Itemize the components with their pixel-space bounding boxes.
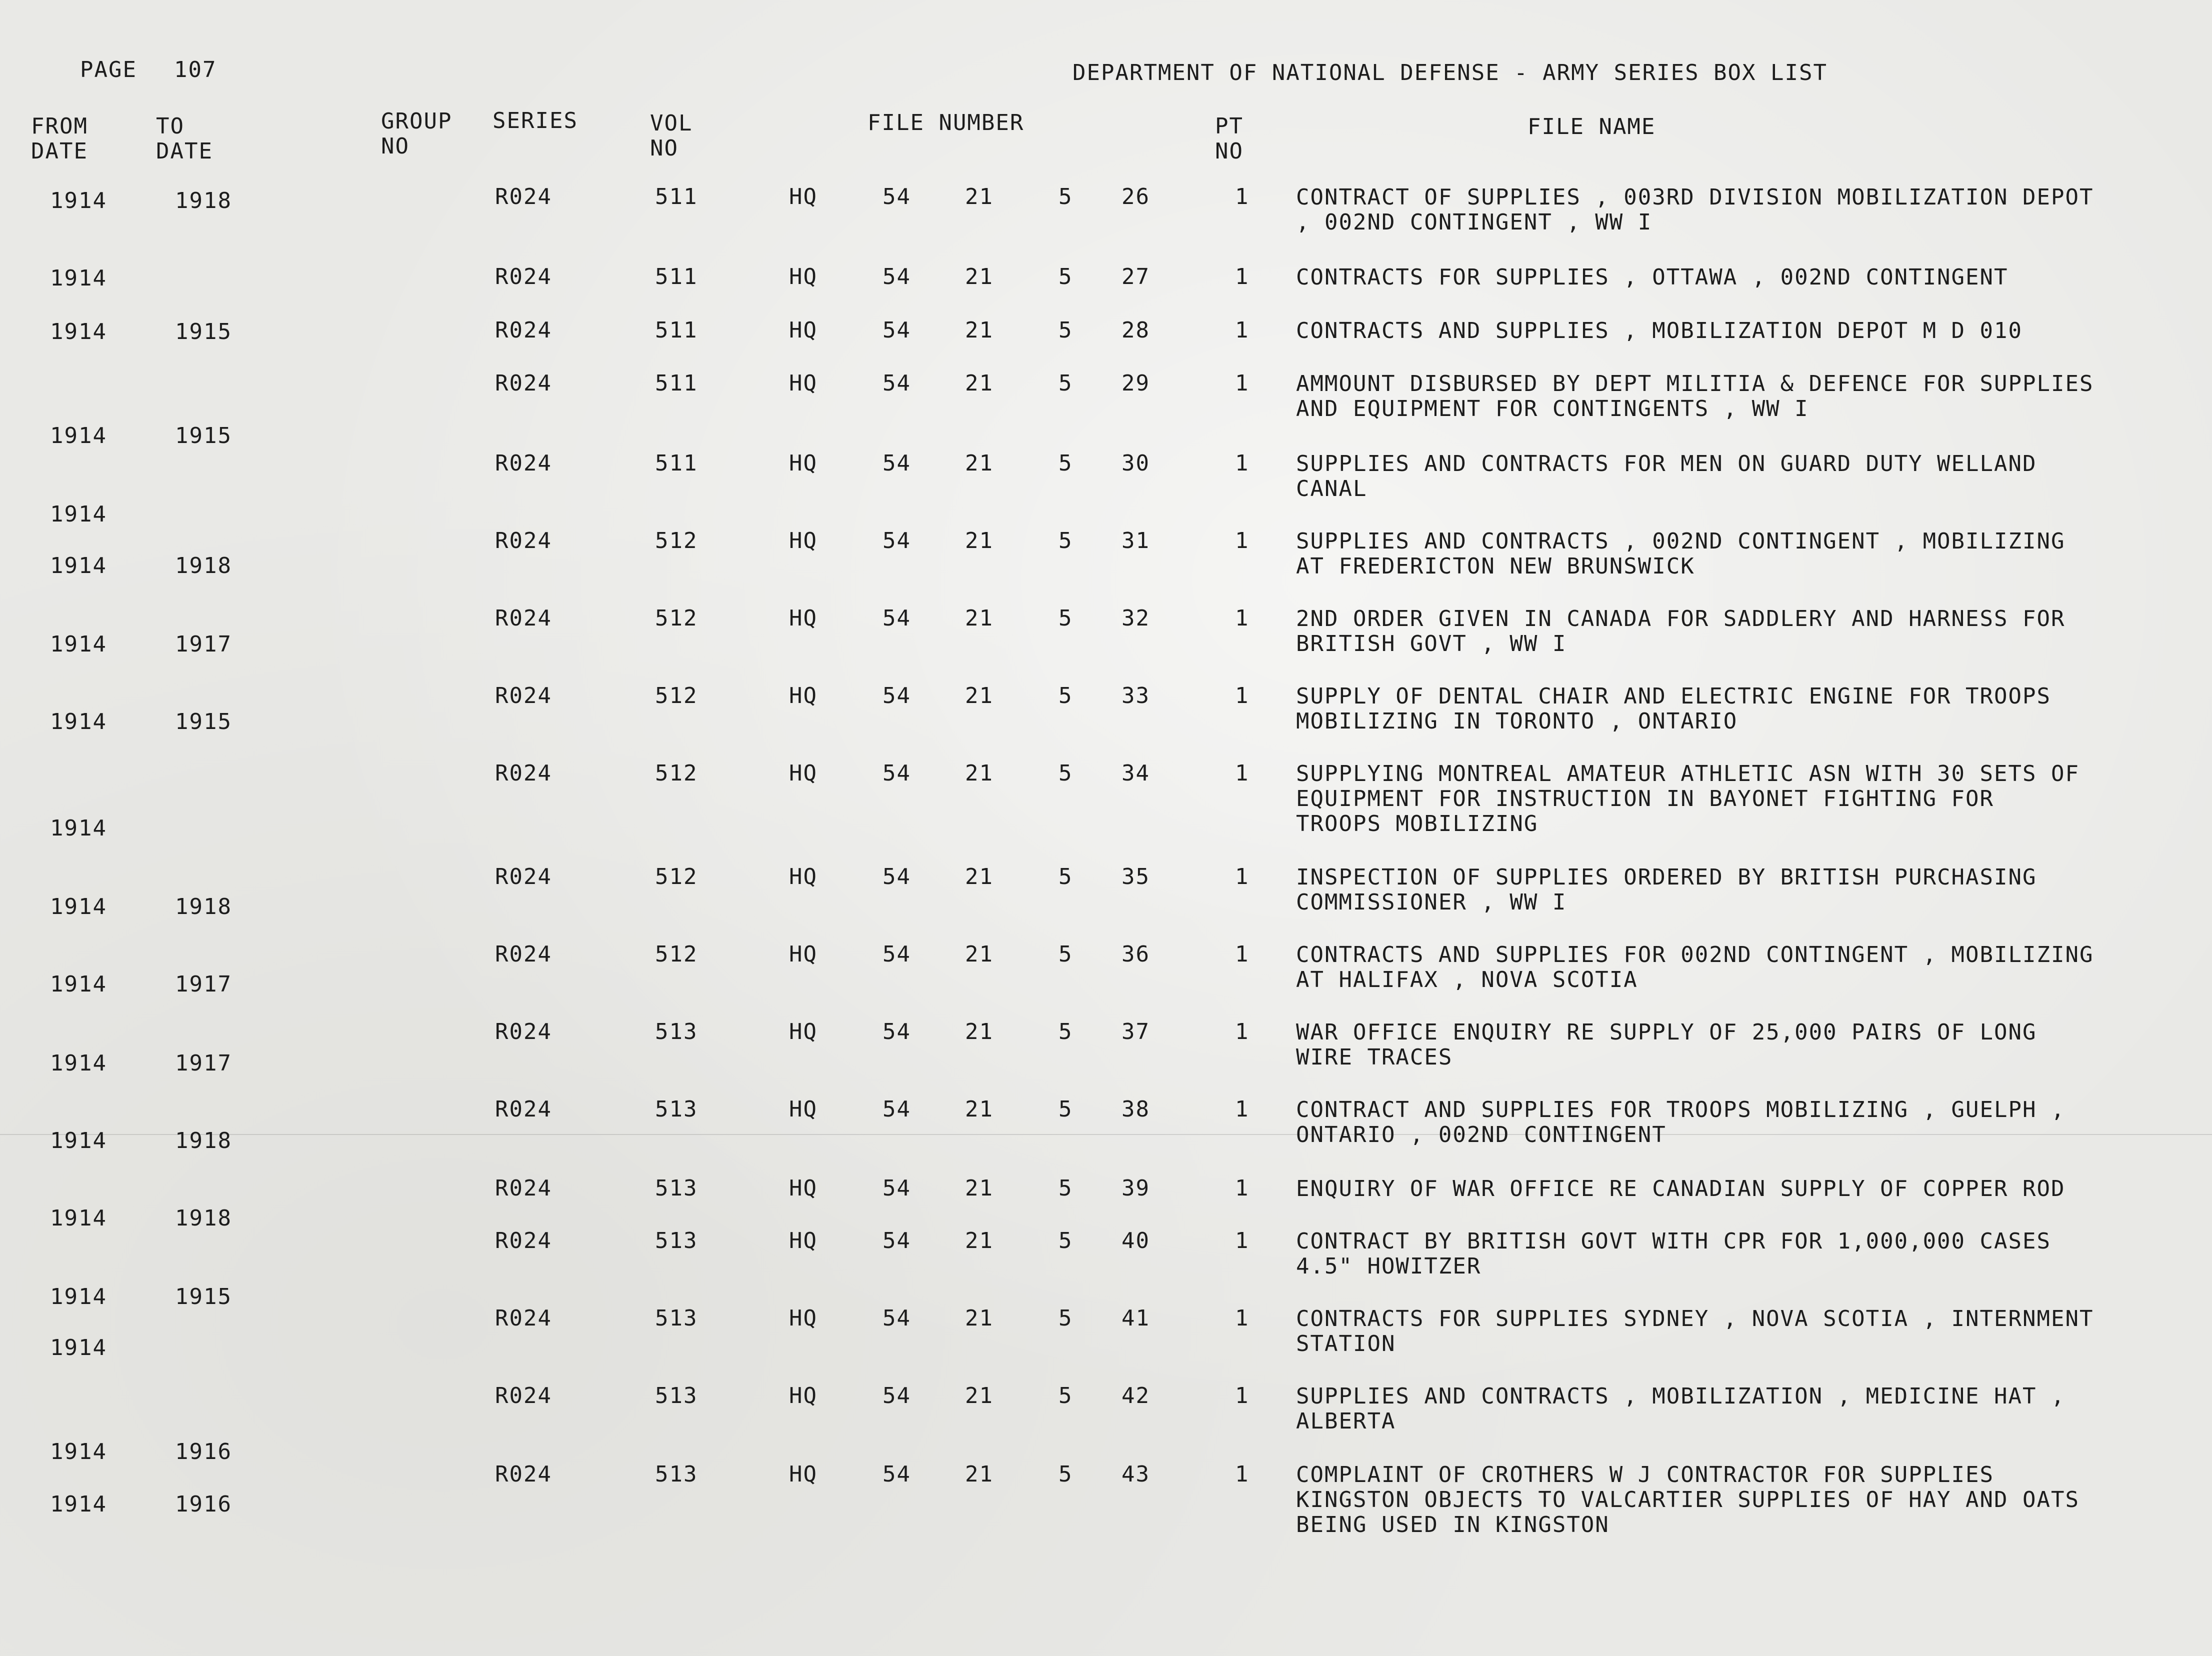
column-header-group-no: GROUP NO [381, 108, 452, 159]
file-number-prefix: HQ [789, 528, 818, 554]
pt-no-cell: 1 [1235, 1176, 1250, 1201]
to-date: 1918 [175, 894, 232, 920]
file-number-part: 54 [882, 1019, 911, 1044]
file-number-part: 5 [1058, 1176, 1073, 1201]
to-date: 1915 [175, 423, 232, 448]
file-number-part: 5 [1058, 264, 1073, 290]
vol-no-cell: 513 [655, 1462, 698, 1487]
file-name-cell: CONTRACTS AND SUPPLIES , MOBILIZATION DEPOT M D 010 [1296, 318, 2023, 344]
file-number-part: 54 [882, 318, 911, 343]
from-date: 1914 [50, 1492, 107, 1517]
file-number-part: 54 [882, 264, 911, 290]
pt-no-cell: 1 [1235, 1228, 1250, 1254]
from-date: 1914 [50, 1050, 107, 1076]
pt-no-cell: 1 [1235, 370, 1250, 396]
pt-no-cell: 1 [1235, 450, 1250, 476]
file-number-part: 54 [882, 942, 911, 967]
from-date: 1914 [50, 1335, 107, 1360]
file-number-part: 54 [882, 1176, 911, 1201]
pt-no-cell: 1 [1235, 528, 1250, 554]
pt-no-cell: 1 [1235, 760, 1250, 786]
file-number-part: 28 [1122, 318, 1150, 343]
file-number-part: 21 [965, 370, 994, 396]
file-name-cell: CONTRACT BY BRITISH GOVT WITH CPR FOR 1,000,000 CASES 4.5" HOWITZER [1296, 1228, 2051, 1279]
file-number-part: 54 [882, 1306, 911, 1331]
file-name-cell: SUPPLIES AND CONTRACTS , 002ND CONTINGENT , MOBILIZING AT FREDERICTON NEW BRUNSWICK [1296, 528, 2066, 579]
file-name-cell: COMPLAINT OF CROTHERS W J CONTRACTOR FOR SUPPLIES KINGSTON OBJECTS TO VALCARTIER SUPPLIES OF HAY AND OATS BEING USED IN KINGSTON [1296, 1462, 2080, 1538]
file-name-cell: SUPPLIES AND CONTRACTS , MOBILIZATION , MEDICINE HAT , ALBERTA [1296, 1384, 2066, 1434]
file-number-prefix: HQ [789, 450, 818, 476]
file-number-prefix: HQ [789, 1096, 818, 1122]
file-name-cell: CONTRACTS FOR SUPPLIES , OTTAWA , 002ND CONTINGENT [1296, 264, 2008, 290]
file-number-part: 54 [882, 450, 911, 476]
vol-no-cell: 512 [655, 942, 698, 967]
series-cell: R024 [495, 318, 552, 343]
pt-no-cell: 1 [1235, 1019, 1250, 1044]
file-number-part: 31 [1122, 528, 1150, 554]
column-header-vol-no: VOL NO [650, 110, 693, 161]
file-number-part: 54 [882, 864, 911, 890]
series-cell: R024 [495, 1096, 552, 1122]
file-name-cell: CONTRACTS FOR SUPPLIES SYDNEY , NOVA SCOTIA , INTERNMENT STATION [1296, 1306, 2094, 1356]
pt-no-cell: 1 [1235, 1462, 1250, 1487]
file-number-prefix: HQ [789, 942, 818, 967]
series-cell: R024 [495, 606, 552, 631]
vol-no-cell: 512 [655, 864, 698, 890]
file-number-part: 5 [1058, 864, 1073, 890]
file-number-prefix: HQ [789, 1462, 818, 1487]
file-number-prefix: HQ [789, 1306, 818, 1331]
file-number-part: 21 [965, 606, 994, 631]
to-date: 1916 [175, 1492, 232, 1517]
vol-no-cell: 513 [655, 1096, 698, 1122]
file-number-part: 54 [882, 1383, 911, 1408]
column-header-series: SERIES [492, 108, 578, 134]
file-number-prefix: HQ [789, 606, 818, 631]
to-date: 1918 [175, 188, 232, 214]
file-number-part: 54 [882, 683, 911, 708]
file-number-prefix: HQ [789, 370, 818, 396]
file-number-part: 21 [965, 1176, 994, 1201]
file-number-part: 34 [1122, 760, 1150, 786]
file-number-part: 5 [1058, 528, 1073, 554]
vol-no-cell: 511 [655, 318, 698, 343]
pt-no-cell: 1 [1235, 264, 1250, 290]
file-number-part: 5 [1058, 1306, 1073, 1331]
pt-no-cell: 1 [1235, 1383, 1250, 1408]
file-number-part: 21 [965, 942, 994, 967]
pt-no-cell: 1 [1235, 683, 1250, 708]
column-header-to-date: TO DATE [156, 114, 213, 164]
file-number-part: 5 [1058, 450, 1073, 476]
file-number-prefix: HQ [789, 1383, 818, 1408]
vol-no-cell: 513 [655, 1228, 698, 1254]
vol-no-cell: 513 [655, 1383, 698, 1408]
file-number-part: 5 [1058, 318, 1073, 343]
to-date: 1917 [175, 632, 232, 657]
file-name-cell: WAR OFFICE ENQUIRY RE SUPPLY OF 25,000 PAIRS OF LONG WIRE TRACES [1296, 1020, 2037, 1070]
file-number-part: 5 [1058, 1228, 1073, 1254]
to-date: 1915 [175, 1284, 232, 1310]
file-number-part: 54 [882, 606, 911, 631]
to-date: 1918 [175, 1206, 232, 1231]
series-cell: R024 [495, 528, 552, 554]
pt-no-cell: 1 [1235, 864, 1250, 890]
column-header-pt-no: PT NO [1215, 114, 1244, 164]
file-number-prefix: HQ [789, 683, 818, 708]
file-name-cell: SUPPLIES AND CONTRACTS FOR MEN ON GUARD DUTY WELLAND CANAL [1296, 451, 2037, 502]
pt-no-cell: 1 [1235, 942, 1250, 967]
from-date: 1914 [50, 1206, 107, 1231]
file-number-part: 21 [965, 760, 994, 786]
file-number-part: 5 [1058, 370, 1073, 396]
pt-no-cell: 1 [1235, 1096, 1250, 1122]
file-number-part: 27 [1122, 264, 1150, 290]
vol-no-cell: 513 [655, 1306, 698, 1331]
series-cell: R024 [495, 942, 552, 967]
from-date: 1914 [50, 1284, 107, 1310]
file-number-part: 32 [1122, 606, 1150, 631]
file-number-part: 40 [1122, 1228, 1150, 1254]
vol-no-cell: 512 [655, 683, 698, 708]
to-date: 1917 [175, 1050, 232, 1076]
file-number-part: 42 [1122, 1383, 1150, 1408]
file-number-part: 43 [1122, 1462, 1150, 1487]
series-cell: R024 [495, 370, 552, 396]
file-number-part: 21 [965, 264, 994, 290]
from-date: 1914 [50, 188, 107, 214]
file-name-cell: CONTRACTS AND SUPPLIES FOR 002ND CONTINGENT , MOBILIZING AT HALIFAX , NOVA SCOTIA [1296, 942, 2094, 992]
file-number-part: 39 [1122, 1176, 1150, 1201]
to-date: 1918 [175, 553, 232, 578]
from-date: 1914 [50, 502, 107, 527]
vol-no-cell: 512 [655, 760, 698, 786]
pt-no-cell: 1 [1235, 1306, 1250, 1331]
file-number-part: 21 [965, 528, 994, 554]
to-date: 1916 [175, 1439, 232, 1464]
file-number-part: 5 [1058, 606, 1073, 631]
file-number-part: 33 [1122, 683, 1150, 708]
page-label: PAGE [80, 57, 137, 82]
column-header-from-date: FROM DATE [31, 114, 88, 164]
file-number-part: 54 [882, 1096, 911, 1122]
file-number-part: 5 [1058, 184, 1073, 210]
vol-no-cell: 511 [655, 264, 698, 290]
file-number-part: 54 [882, 370, 911, 396]
file-number-part: 5 [1058, 760, 1073, 786]
from-date: 1914 [50, 1439, 107, 1464]
series-cell: R024 [495, 264, 552, 290]
file-name-cell: AMMOUNT DISBURSED BY DEPT MILITIA & DEFENCE FOR SUPPLIES AND EQUIPMENT FOR CONTINGENTS , WW I [1296, 371, 2094, 422]
file-number-part: 41 [1122, 1306, 1150, 1331]
file-number-part: 30 [1122, 450, 1150, 476]
series-cell: R024 [495, 1306, 552, 1331]
file-number-part: 36 [1122, 942, 1150, 967]
pt-no-cell: 1 [1235, 184, 1250, 210]
file-number-part: 21 [965, 1383, 994, 1408]
file-name-cell: SUPPLY OF DENTAL CHAIR AND ELECTRIC ENGINE FOR TROOPS MOBILIZING IN TORONTO , ONTARIO [1296, 684, 2051, 734]
series-cell: R024 [495, 1383, 552, 1408]
file-number-prefix: HQ [789, 1019, 818, 1044]
series-cell: R024 [495, 450, 552, 476]
from-date: 1914 [50, 816, 107, 841]
series-cell: R024 [495, 184, 552, 210]
file-number-part: 5 [1058, 1096, 1073, 1122]
pt-no-cell: 1 [1235, 606, 1250, 631]
series-cell: R024 [495, 1228, 552, 1254]
from-date: 1914 [50, 266, 107, 291]
file-number-part: 54 [882, 184, 911, 210]
to-date: 1915 [175, 709, 232, 734]
page-title: DEPARTMENT OF NATIONAL DEFENSE - ARMY SERIES BOX LIST [1072, 60, 1828, 86]
file-number-part: 21 [965, 864, 994, 890]
file-number-prefix: HQ [789, 318, 818, 343]
pt-no-cell: 1 [1235, 318, 1250, 343]
vol-no-cell: 512 [655, 528, 698, 554]
to-date: 1917 [175, 972, 232, 997]
column-header-file-name: FILE NAME [1528, 114, 1656, 140]
file-number-part: 35 [1122, 864, 1150, 890]
file-number-part: 29 [1122, 370, 1150, 396]
from-date: 1914 [50, 423, 107, 448]
file-number-part: 21 [965, 450, 994, 476]
vol-no-cell: 513 [655, 1176, 698, 1201]
file-number-part: 5 [1058, 1019, 1073, 1044]
file-number-part: 54 [882, 760, 911, 786]
vol-no-cell: 513 [655, 1019, 698, 1044]
file-number-part: 54 [882, 1228, 911, 1254]
column-header-file-number: FILE NUMBER [868, 110, 1024, 136]
vol-no-cell: 511 [655, 370, 698, 396]
file-number-prefix: HQ [789, 1176, 818, 1201]
vol-no-cell: 511 [655, 184, 698, 210]
vol-no-cell: 512 [655, 606, 698, 631]
file-number-part: 21 [965, 1228, 994, 1254]
file-number-part: 21 [965, 184, 994, 210]
from-date: 1914 [50, 972, 107, 997]
to-date: 1915 [175, 319, 232, 344]
from-date: 1914 [50, 632, 107, 657]
file-name-cell: ENQUIRY OF WAR OFFICE RE CANADIAN SUPPLY OF COPPER ROD [1296, 1176, 2066, 1202]
to-date: 1918 [175, 1128, 232, 1154]
file-number-prefix: HQ [789, 184, 818, 210]
page-number: 107 [174, 57, 217, 82]
file-number-part: 21 [965, 1019, 994, 1044]
file-number-prefix: HQ [789, 1228, 818, 1254]
from-date: 1914 [50, 553, 107, 578]
file-number-part: 21 [965, 683, 994, 708]
from-date: 1914 [50, 319, 107, 344]
series-cell: R024 [495, 1462, 552, 1487]
file-number-part: 5 [1058, 1462, 1073, 1487]
file-number-part: 21 [965, 1306, 994, 1331]
series-cell: R024 [495, 760, 552, 786]
file-name-cell: SUPPLYING MONTREAL AMATEUR ATHLETIC ASN WITH 30 SETS OF EQUIPMENT FOR INSTRUCTION IN BAYONET FIGHTING FOR TROOPS MOBILIZING [1296, 761, 2080, 836]
file-number-part: 5 [1058, 942, 1073, 967]
file-name-cell: INSPECTION OF SUPPLIES ORDERED BY BRITISH PURCHASING COMMISSIONER , WW I [1296, 864, 2037, 915]
from-date: 1914 [50, 1128, 107, 1154]
series-cell: R024 [495, 1019, 552, 1044]
file-number-part: 21 [965, 1462, 994, 1487]
from-date: 1914 [50, 894, 107, 920]
series-cell: R024 [495, 864, 552, 890]
file-name-cell: CONTRACT AND SUPPLIES FOR TROOPS MOBILIZING , GUELPH , ONTARIO , 002ND CONTINGENT [1296, 1097, 2066, 1148]
series-cell: R024 [495, 1176, 552, 1201]
file-number-prefix: HQ [789, 864, 818, 890]
file-name-cell: 2ND ORDER GIVEN IN CANADA FOR SADDLERY AND HARNESS FOR BRITISH GOVT , WW I [1296, 606, 2066, 656]
vol-no-cell: 511 [655, 450, 698, 476]
file-number-part: 26 [1122, 184, 1150, 210]
file-number-part: 5 [1058, 1383, 1073, 1408]
file-number-part: 38 [1122, 1096, 1150, 1122]
series-cell: R024 [495, 683, 552, 708]
file-number-prefix: HQ [789, 264, 818, 290]
file-name-cell: CONTRACT OF SUPPLIES , 003RD DIVISION MOBILIZATION DEPOT , 002ND CONTINGENT , WW I [1296, 184, 2094, 235]
file-number-part: 21 [965, 318, 994, 343]
file-number-part: 54 [882, 528, 911, 554]
file-number-part: 37 [1122, 1019, 1150, 1044]
file-number-prefix: HQ [789, 760, 818, 786]
file-number-part: 54 [882, 1462, 911, 1487]
file-number-part: 21 [965, 1096, 994, 1122]
file-number-part: 5 [1058, 683, 1073, 708]
from-date: 1914 [50, 709, 107, 734]
